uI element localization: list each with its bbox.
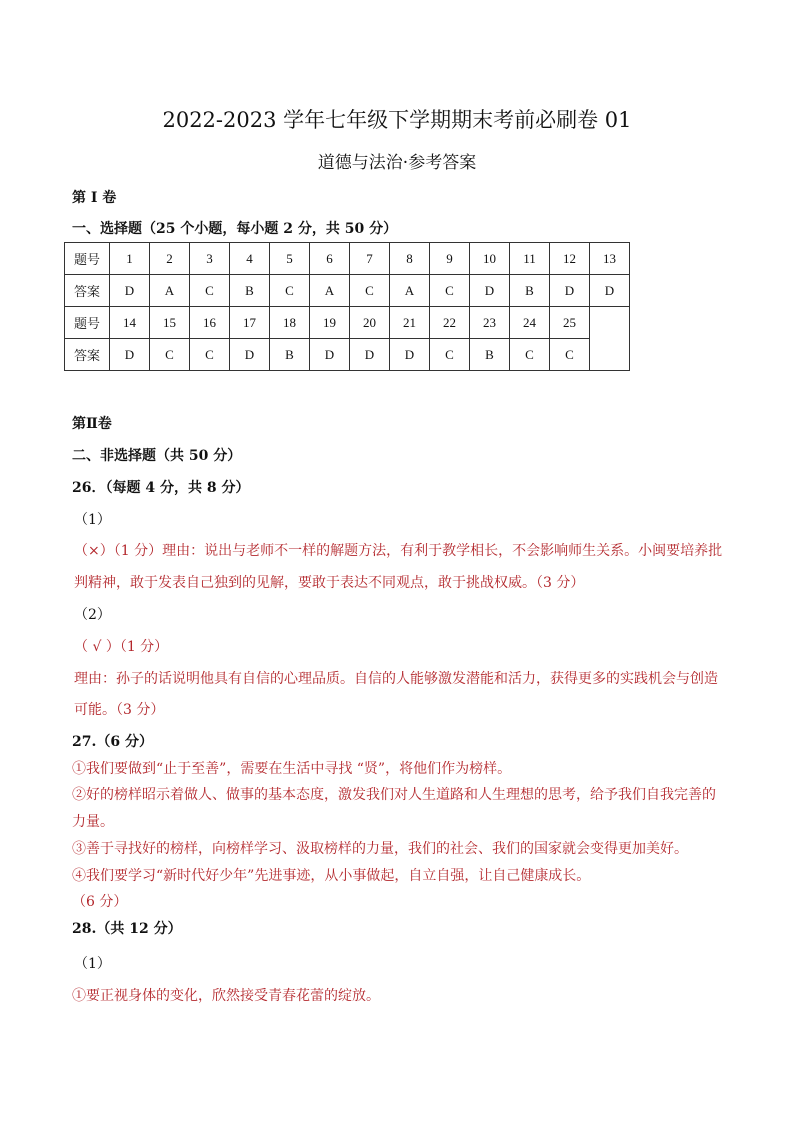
answer-cell: B (230, 275, 270, 307)
row-label-question: 题号 (65, 243, 110, 275)
answer-cell: D (590, 275, 630, 307)
question-27-point-3: ③善于寻找好的榜样，向榜样学习、汲取榜样的力量，我们的社会、我们的国家就会变得更加美好。 (72, 841, 688, 857)
answer-cell: D (350, 339, 390, 371)
part2-label: 第Ⅱ卷 (72, 416, 112, 432)
question-number-cell: 18 (270, 307, 310, 339)
question-number-cell: 24 (510, 307, 550, 339)
answer-cell: A (150, 275, 190, 307)
question-number-cell: 8 (390, 243, 430, 275)
question-number-cell: 10 (470, 243, 510, 275)
question-28-sub-1: （1） (74, 956, 111, 972)
question-27-point-4: ④我们要学习“新时代好少年”先进事迹，从小事做起，自立自强，让自己健康成长。 (72, 868, 591, 884)
answer-cell: C (510, 339, 550, 371)
question-number-cell: 4 (230, 243, 270, 275)
question-26-answer-2-line-1: 理由：孙子的话说明他具有自信的心理品质。自信的人能够激发潜能和活力，获得更多的实践机会与创造 (74, 671, 718, 687)
table-row-answers-1 (65, 275, 630, 307)
question-number-cell: 25 (550, 307, 590, 339)
question-number-cell: 1 (110, 243, 150, 275)
answer-cell: C (190, 275, 230, 307)
question-number-cell: 12 (550, 243, 590, 275)
answer-cell: B (270, 339, 310, 371)
question-26-answer-2-mark: （ √ ）（1 分） (74, 639, 169, 655)
answer-cell: D (230, 339, 270, 371)
answer-cell: C (190, 339, 230, 371)
question-number-cell: 9 (430, 243, 470, 275)
question-26-sub-1: （1） (74, 512, 111, 528)
question-27-heading: 27.（6 分） (72, 734, 153, 750)
answer-cell: C (150, 339, 190, 371)
answer-cell: C (270, 275, 310, 307)
question-number-cell: 20 (350, 307, 390, 339)
answer-table (64, 242, 630, 371)
question-number-cell: 22 (430, 307, 470, 339)
answer-cell: B (470, 339, 510, 371)
question-number-cell: 19 (310, 307, 350, 339)
answer-cell: D (550, 275, 590, 307)
question-number-cell: 7 (350, 243, 390, 275)
answer-cell: C (430, 339, 470, 371)
answer-cell: C (350, 275, 390, 307)
table-row-questions-2 (65, 307, 630, 339)
question-26-answer-1-line-2: 判精神，敢于发表自己独到的见解，要敢于表达不同观点，敢于挑战权威。（3 分） (74, 575, 585, 591)
question-number-cell: 14 (110, 307, 150, 339)
question-26-heading: 26．（每题 4 分，共 8 分） (72, 480, 250, 496)
question-27-point-2: ②好的榜样昭示着做人、做事的基本态度，激发我们对人生道路和人生理想的思考，给予我们自我完善的 (72, 787, 716, 803)
question-number-cell: 17 (230, 307, 270, 339)
page-subtitle: 道德与法治·参考答案 (317, 153, 477, 173)
row-label-question: 题号 (65, 307, 110, 339)
question-number-cell: 21 (390, 307, 430, 339)
question-number-cell: 6 (310, 243, 350, 275)
question-number-cell: 23 (470, 307, 510, 339)
answer-cell: D (470, 275, 510, 307)
answer-cell: B (510, 275, 550, 307)
question-28-heading: 28.（共 12 分） (72, 921, 182, 937)
question-26-sub-2: （2） (74, 607, 111, 623)
question-number-cell: 3 (190, 243, 230, 275)
question-number-cell: 13 (590, 243, 630, 275)
question-26-answer-2-line-2: 可能。（3 分） (74, 702, 165, 718)
answer-cell: D (310, 339, 350, 371)
question-27-point-2-cont: 力量。 (72, 814, 114, 830)
question-number-cell: 5 (270, 243, 310, 275)
table-row-answers-2 (65, 339, 630, 371)
row-label-answer: 答案 (65, 275, 110, 307)
question-number-cell: 15 (150, 307, 190, 339)
answer-cell: C (430, 275, 470, 307)
row-label-answer: 答案 (65, 339, 110, 371)
question-number-cell: 11 (510, 243, 550, 275)
page-title: 2022-2023 学年七年级下学期期末考前必刷卷 01 (162, 108, 632, 132)
answer-cell: D (110, 275, 150, 307)
question-number-cell: 2 (150, 243, 190, 275)
part1-section-heading: 一、选择题（25 个小题，每小题 2 分，共 50 分） (72, 221, 398, 237)
part2-section-heading: 二、非选择题（共 50 分） (72, 448, 242, 464)
empty-cell (590, 307, 630, 371)
answer-cell: C (550, 339, 590, 371)
question-number-cell: 16 (190, 307, 230, 339)
table-row-questions-1 (65, 243, 630, 275)
question-28-answer-1-line-1: ①要正视身体的变化，欣然接受青春花蕾的绽放。 (72, 988, 380, 1004)
answer-cell: D (390, 339, 430, 371)
answer-cell: A (390, 275, 430, 307)
question-27-score: （6 分） (72, 894, 128, 910)
answer-cell: A (310, 275, 350, 307)
question-26-answer-1-line-1: （×）（1 分）理由：说出与老师不一样的解题方法，有利于教学相长，不会影响师生关系。小闽要培养批 (74, 543, 723, 559)
answer-cell: D (110, 339, 150, 371)
question-27-point-1: ①我们要做到“止于至善”，需要在生活中寻找 “贤”，将他们作为榜样。 (72, 761, 512, 777)
part1-label: 第 I 卷 (72, 190, 117, 206)
